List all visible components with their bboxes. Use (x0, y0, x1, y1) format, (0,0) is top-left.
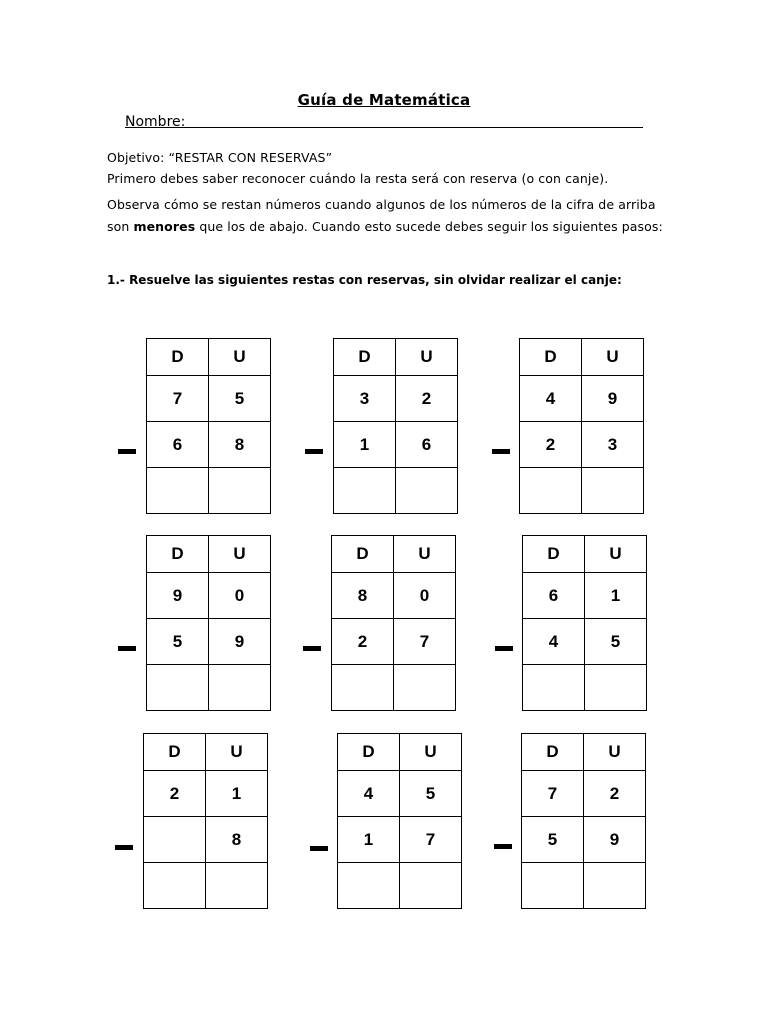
subtrahend-tens: 2 (520, 422, 582, 468)
header-tens: D (338, 734, 400, 771)
place-value-grid (337, 733, 462, 909)
minuend-units: 0 (394, 573, 456, 619)
answer-units-cell[interactable] (400, 863, 462, 909)
minuend-tens: 3 (334, 376, 396, 422)
header-tens: D (332, 536, 394, 573)
subtrahend-units: 3 (582, 422, 644, 468)
intro-line-3-post: que los de abajo. Cuando esto sucede debes seguir los siguientes pasos: (195, 219, 663, 234)
name-line[interactable] (185, 113, 643, 128)
subtrahend-units: 5 (585, 619, 647, 665)
minuend-tens: 9 (147, 573, 209, 619)
header-tens: D (523, 536, 585, 573)
place-value-grid (519, 338, 644, 514)
subtrahend-units: 8 (206, 817, 268, 863)
intro-line-1: Primero debes saber reconocer cuándo la resta será con reserva (o con canje). (107, 171, 609, 186)
minuend-tens: 4 (338, 771, 400, 817)
minuend-tens: 6 (523, 573, 585, 619)
header-tens: D (520, 339, 582, 376)
answer-units-cell[interactable] (582, 468, 644, 514)
subtrahend-units: 7 (400, 817, 462, 863)
minus-sign (494, 844, 512, 849)
answer-tens-cell[interactable] (523, 665, 585, 711)
header-units: U (400, 734, 462, 771)
name-field[interactable] (125, 112, 643, 130)
minus-sign (495, 646, 513, 651)
minuend-units: 2 (396, 376, 458, 422)
minuend-units: 9 (582, 376, 644, 422)
minuend-units: 1 (206, 771, 268, 817)
objective-text: Objetivo: “RESTAR CON RESERVAS” (107, 150, 333, 165)
subtraction-problem-7 (115, 733, 275, 909)
name-label: Nombre: (125, 114, 186, 130)
minus-sign (305, 449, 323, 454)
intro-line-2: Observa cómo se restan números cuando algunos de los números de la cifra de arriba (107, 197, 656, 212)
answer-tens-cell[interactable] (522, 863, 584, 909)
subtrahend-tens: 5 (147, 619, 209, 665)
answer-units-cell[interactable] (209, 468, 271, 514)
subtrahend-tens (144, 817, 206, 863)
header-units: U (585, 536, 647, 573)
subtraction-problem-3 (492, 338, 652, 514)
answer-tens-cell[interactable] (334, 468, 396, 514)
subtrahend-units: 9 (209, 619, 271, 665)
header-units: U (394, 536, 456, 573)
minus-sign (115, 845, 133, 850)
minus-sign (492, 449, 510, 454)
header-units: U (396, 339, 458, 376)
header-units: U (206, 734, 268, 771)
header-tens: D (147, 536, 209, 573)
subtraction-problem-1 (118, 338, 278, 514)
subtrahend-tens: 1 (338, 817, 400, 863)
subtraction-problem-9 (494, 733, 654, 909)
subtrahend-units: 7 (394, 619, 456, 665)
minuend-tens: 7 (522, 771, 584, 817)
minuend-tens: 4 (520, 376, 582, 422)
exercise-instruction: 1.- Resuelve las siguientes restas con reservas, sin olvidar realizar el canje: (107, 273, 622, 287)
subtraction-problem-2 (305, 338, 465, 514)
answer-tens-cell[interactable] (520, 468, 582, 514)
minuend-units: 5 (400, 771, 462, 817)
minuend-tens: 8 (332, 573, 394, 619)
header-tens: D (147, 339, 209, 376)
minuend-units: 5 (209, 376, 271, 422)
answer-tens-cell[interactable] (144, 863, 206, 909)
header-units: U (584, 734, 646, 771)
subtrahend-units: 8 (209, 422, 271, 468)
subtraction-problem-6 (495, 535, 655, 711)
answer-tens-cell[interactable] (147, 665, 209, 711)
subtrahend-units: 9 (584, 817, 646, 863)
header-tens: D (144, 734, 206, 771)
place-value-grid (146, 535, 271, 711)
minuend-units: 0 (209, 573, 271, 619)
minuend-tens: 2 (144, 771, 206, 817)
header-tens: D (522, 734, 584, 771)
answer-units-cell[interactable] (209, 665, 271, 711)
answer-tens-cell[interactable] (147, 468, 209, 514)
minuend-units: 2 (584, 771, 646, 817)
header-tens: D (334, 339, 396, 376)
header-units: U (582, 339, 644, 376)
answer-units-cell[interactable] (585, 665, 647, 711)
subtrahend-tens: 1 (334, 422, 396, 468)
minus-sign (310, 846, 328, 851)
place-value-grid (146, 338, 271, 514)
minus-sign (303, 646, 321, 651)
answer-tens-cell[interactable] (338, 863, 400, 909)
answer-units-cell[interactable] (396, 468, 458, 514)
emphasis-menores: menores (133, 219, 196, 234)
subtrahend-tens: 6 (147, 422, 209, 468)
subtrahend-tens: 2 (332, 619, 394, 665)
intro-line-3 (107, 219, 663, 234)
header-units: U (209, 536, 271, 573)
answer-units-cell[interactable] (206, 863, 268, 909)
minus-sign (118, 646, 136, 651)
place-value-grid (143, 733, 268, 909)
answer-tens-cell[interactable] (332, 665, 394, 711)
minuend-units: 1 (585, 573, 647, 619)
answer-units-cell[interactable] (584, 863, 646, 909)
place-value-grid (333, 338, 458, 514)
place-value-grid (521, 733, 646, 909)
subtraction-problem-8 (310, 733, 470, 909)
subtrahend-tens: 4 (523, 619, 585, 665)
subtraction-problem-4 (118, 535, 278, 711)
page-title: Guía de Matemática (297, 91, 471, 109)
header-units: U (209, 339, 271, 376)
minus-sign (118, 449, 136, 454)
subtrahend-tens: 5 (522, 817, 584, 863)
place-value-grid (331, 535, 456, 711)
subtraction-problem-5 (303, 535, 463, 711)
minuend-tens: 7 (147, 376, 209, 422)
intro-line-3-pre: son (107, 219, 134, 234)
place-value-grid (522, 535, 647, 711)
answer-units-cell[interactable] (394, 665, 456, 711)
subtrahend-units: 6 (396, 422, 458, 468)
